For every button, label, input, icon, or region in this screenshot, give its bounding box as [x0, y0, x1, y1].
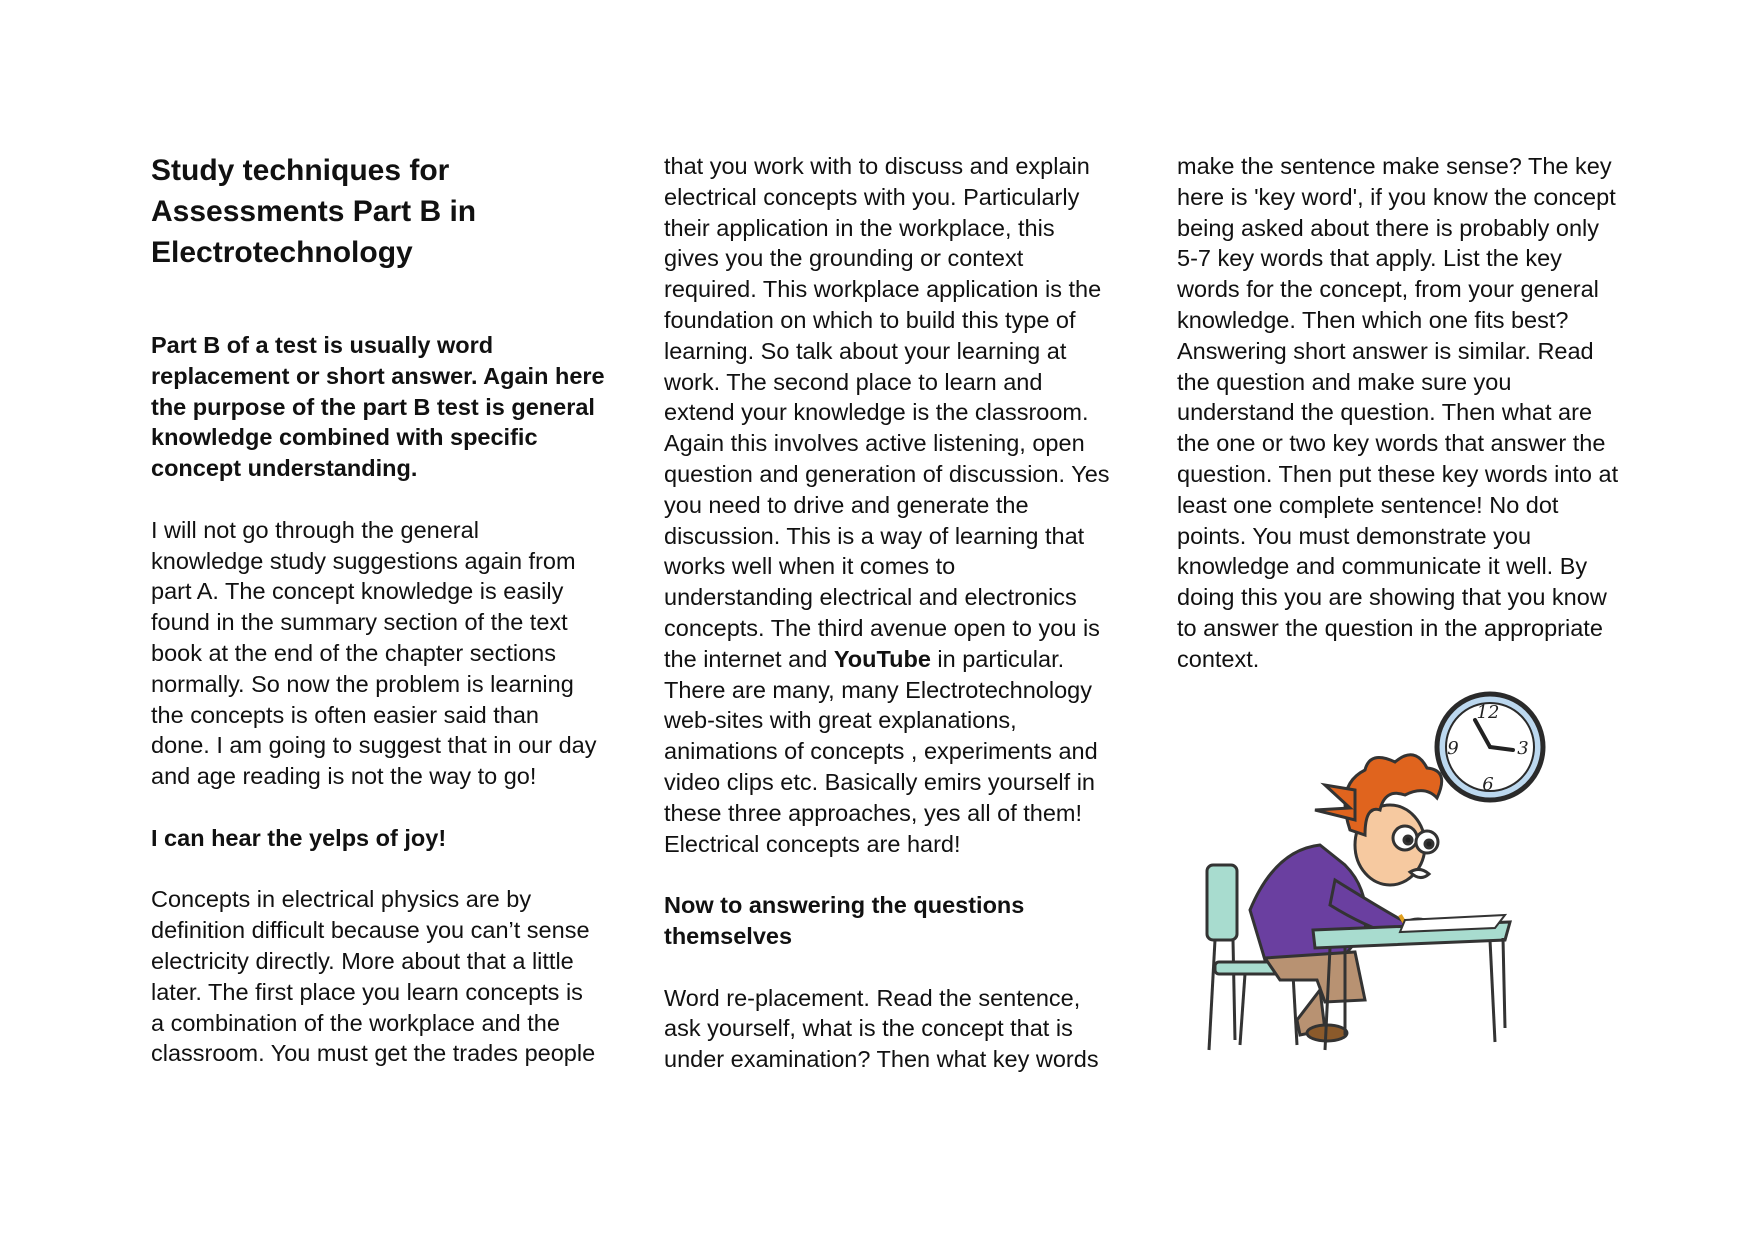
text-line: Word re-placement. Read the sentence, [664, 984, 1081, 1011]
text-line: Electrical concepts are hard! [664, 830, 961, 857]
text-line: knowledge study suggestions again from [151, 547, 576, 574]
text-line: make the sentence make sense? The key [1177, 153, 1612, 179]
text-line: I will not go through the general [151, 516, 479, 543]
text-line: points. You must demonstrate you [1177, 522, 1532, 549]
paragraph-general-knowledge [151, 515, 611, 792]
text-line: words for the concept, from your general [1177, 276, 1599, 303]
text-line: definition difficult because you can’t sense [151, 917, 590, 944]
text-line: concepts. The third avenue open to you is [664, 614, 1100, 641]
text-line: the purpose of the part B test is general [151, 393, 595, 420]
text-line: later. The first place you learn concepts is [151, 978, 583, 1005]
answering-heading [664, 890, 1124, 952]
text-line: Answering short answer is similar. Read [1177, 337, 1594, 364]
paragraph-learning-avenues [664, 151, 1124, 859]
text-line: the one or two key words that answer the [1177, 430, 1606, 457]
text-line: Concepts in electrical physics are by [151, 886, 532, 913]
text-line: knowledge combined with specific [151, 424, 538, 451]
intro-bold-paragraph [151, 330, 611, 484]
clock-number: 9 [1447, 738, 1459, 759]
column-two [664, 151, 1124, 1075]
text-line: electricity directly. More about that a little [151, 947, 574, 974]
text-line: knowledge and communicate it well. By [1177, 553, 1588, 580]
text-line: knowledge. Then which one fits best? [1177, 306, 1569, 333]
text-line: understanding electrical and electronics [664, 584, 1077, 611]
student-cartoon-illustration [1205, 690, 1555, 1060]
text-line: work. The second place to learn and [664, 368, 1043, 395]
text-line: least one complete sentence! No dot [1177, 491, 1559, 518]
text-line: their application in the workplace, this [664, 214, 1055, 241]
text-line: question. Then put these key words into at [1177, 460, 1619, 487]
text-line: animations of concepts , experiments and [664, 738, 1098, 765]
text-line: 5-7 key words that apply. List the key [1177, 245, 1562, 272]
text-line: under examination? Then what key words [664, 1046, 1099, 1073]
text-line: works well when it comes to [664, 553, 956, 580]
text-line: discussion. This is a way of learning that [664, 522, 1085, 549]
text-line: gives you the grounding or context [664, 245, 1024, 272]
text-line: part A. The concept knowledge is easily [151, 578, 564, 605]
text-line: extend your knowledge is the classroom. [664, 399, 1089, 426]
yelps-heading: I can hear the yelps of joy! [151, 824, 447, 851]
text-line: the question and make sure you [1177, 368, 1512, 395]
text-line: done. I am going to suggest that in our day [151, 732, 597, 759]
clock-number: 12 [1476, 702, 1500, 723]
title-line: Assessments Part B in [151, 195, 477, 228]
text-run: in particular. [930, 645, 1065, 672]
text-line: here is 'key word', if you know the concept [1177, 183, 1616, 210]
text-line: question and generation of discussion. Yes [664, 460, 1110, 487]
paragraph-concepts [151, 884, 611, 1069]
text-line: context. [1177, 645, 1260, 672]
text-line: understand the question. Then what are [1177, 399, 1593, 426]
text-line: foundation on which to build this type of [664, 306, 1076, 333]
text-line: to answer the question in the appropriate [1177, 614, 1603, 641]
text-line: found in the summary section of the text [151, 609, 568, 636]
text-line: replacement or short answer. Again here [151, 362, 605, 389]
text-line: normally. So now the problem is learning [151, 670, 574, 697]
text-line: themselves [664, 922, 793, 949]
clock-number: 6 [1482, 774, 1494, 795]
text-line: you need to drive and generate the [664, 491, 1029, 518]
text-line: learning. So talk about your learning at [664, 337, 1067, 364]
text-line: Again this involves active listening, open [664, 430, 1085, 457]
clock-number: 3 [1517, 738, 1529, 759]
text-line: being asked about there is probably only [1177, 214, 1599, 241]
text-run: the internet and [664, 645, 834, 672]
text-line: these three approaches, yes all of them! [664, 799, 1083, 826]
text-line: web-sites with great explanations, [664, 707, 1017, 734]
text-line: the concepts is often easier said than [151, 701, 539, 728]
column-three [1177, 151, 1637, 675]
text-line: electrical concepts with you. Particularly [664, 183, 1080, 210]
youtube-line [664, 644, 1124, 675]
text-line: a combination of the workplace and the [151, 1009, 560, 1036]
title-line: Electrotechnology [151, 236, 413, 269]
text-line: ask yourself, what is the concept that is [664, 1015, 1073, 1042]
text-line: book at the end of the chapter sections [151, 639, 556, 666]
text-line: classroom. You must get the trades people [151, 1040, 596, 1067]
text-line: video clips etc. Basically emirs yourself in [664, 768, 1095, 795]
youtube-emphasis: YouTube [833, 645, 931, 672]
text-line: Part B of a test is usually word [151, 332, 494, 358]
paragraph-word-replacement [664, 983, 1124, 1075]
paragraph-key-words [1177, 151, 1637, 675]
wall-clock-icon [1437, 694, 1543, 800]
text-line: and age reading is not the way to go! [151, 763, 537, 790]
text-line: concept understanding. [151, 455, 418, 482]
text-line: that you work with to discuss and explain [664, 153, 1090, 179]
title-line: Study techniques for [151, 154, 450, 187]
text-line: There are many, many Electrotechnology [664, 676, 1092, 703]
column-one [151, 330, 611, 1069]
text-line: doing this you are showing that you know [1177, 584, 1607, 611]
text-line: required. This workplace application is the [664, 276, 1102, 303]
text-line: Now to answering the questions [664, 892, 1025, 919]
document-title [151, 150, 476, 273]
